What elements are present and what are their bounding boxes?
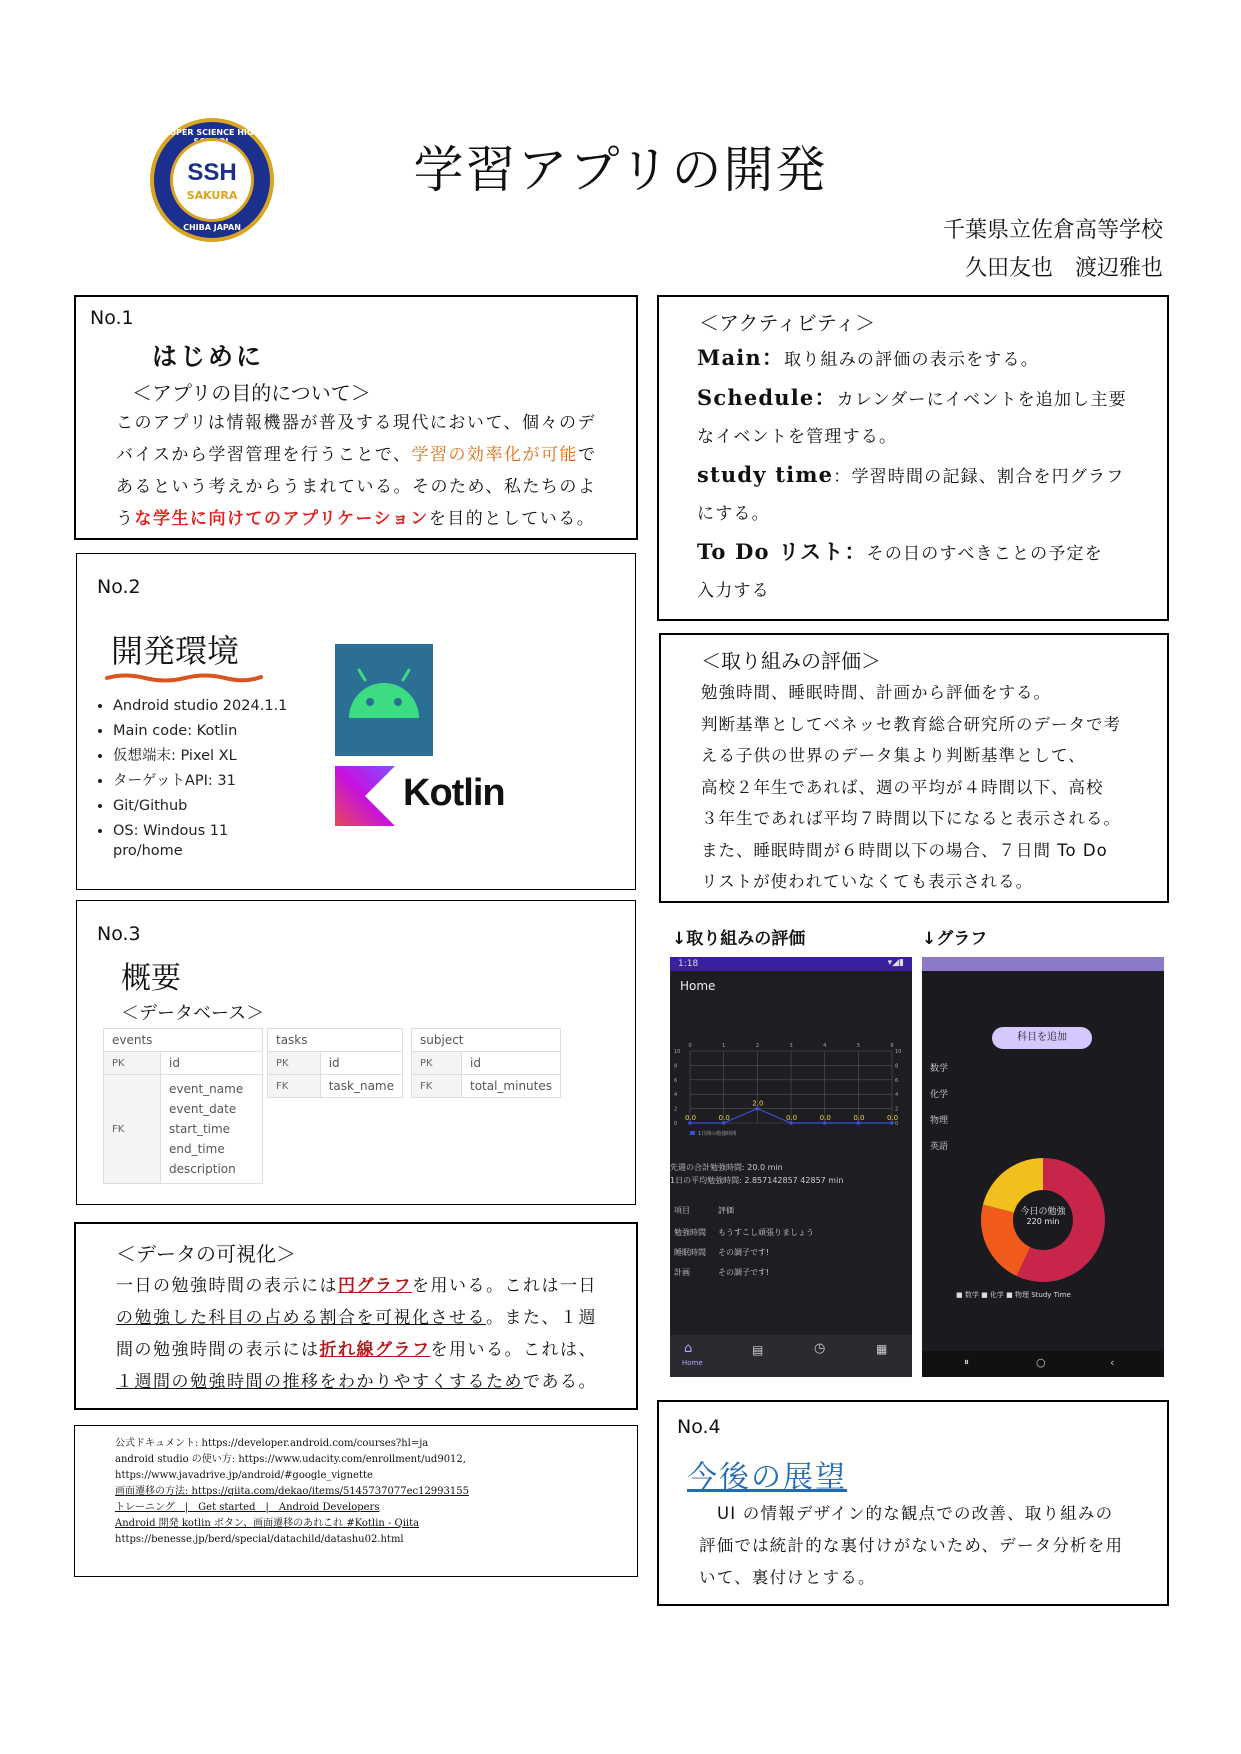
activity-schedule: Schedule：カレンダーにイベントを追加し主要 — [697, 385, 1127, 410]
x-tick-label: 1 — [722, 1043, 726, 1049]
pie-center-value: 220 min — [1026, 1217, 1060, 1226]
section-evaluation — [659, 633, 1169, 903]
section-overview — [76, 900, 636, 1205]
environment-item: • OS: Windous 11 — [113, 819, 287, 844]
field-list — [161, 1075, 263, 1184]
section-activity — [657, 295, 1169, 621]
y-tick-label: 8 — [895, 1063, 899, 1070]
data-label: 0.0 — [685, 1114, 697, 1122]
logo-bottom-text: CHIBA JAPAN — [183, 223, 241, 232]
status-bar — [670, 957, 912, 971]
intro-line: このアプリは情報機器が普及する現代において、個々のデ — [116, 413, 596, 433]
activity-study: study time：学習時間の記録、割合を円グラフ — [697, 462, 1125, 487]
key-label: PK — [412, 1052, 462, 1075]
evaluation-table — [674, 1227, 904, 1287]
data-label: 0.0 — [718, 1114, 730, 1122]
app-title: Home — [680, 979, 716, 993]
caption-graph: ↓グラフ — [922, 929, 988, 949]
y-tick-label: 4 — [674, 1092, 678, 1099]
subject-item[interactable]: 数学 — [930, 1064, 949, 1074]
x-tick-label: 3 — [789, 1043, 793, 1049]
evaluation-item: 勉強時間 — [674, 1228, 706, 1237]
logo-top-text: SUPER SCIENCE HIGH — [163, 128, 261, 137]
data-label: 2.0 — [752, 1099, 764, 1108]
reference-item[interactable]: トレーニング | Get started | Android Developers — [115, 1502, 380, 1513]
data-label: 0.0 — [786, 1114, 798, 1122]
section-heading: はじめに — [152, 342, 265, 371]
section-intro — [74, 295, 638, 540]
future-line: 評価では統計的な裏付けがないため、データ分析を用 — [699, 1536, 1124, 1555]
y-tick-label: 6 — [674, 1077, 678, 1084]
home-tab-icon[interactable]: ⌂ — [684, 1341, 693, 1356]
y-tick-label: 8 — [674, 1063, 678, 1070]
reference-list — [115, 1436, 625, 1548]
logo-mark: SSH — [187, 159, 237, 186]
column-item: 項目 — [674, 1206, 690, 1215]
evaluation-result: その調子です! — [718, 1248, 770, 1257]
school-name: 千葉県立佐倉高等学校 — [942, 218, 1163, 243]
data-label: 0.0 — [853, 1114, 865, 1122]
system-navigation — [922, 1351, 1164, 1377]
clock-tab-icon[interactable]: ◷ — [814, 1341, 826, 1356]
y-tick-label: 0 — [674, 1121, 678, 1127]
environment-item: • Main code: Kotlin — [113, 719, 287, 744]
android-studio-icon — [335, 644, 433, 756]
x-tick-label: 6 — [890, 1043, 894, 1049]
y-tick-label: 4 — [895, 1092, 899, 1099]
environment-list — [89, 694, 287, 858]
reference-item[interactable]: https://benesse.jp/berd/special/datachild/datashu02.html — [115, 1534, 404, 1545]
evaluation-line: 高校２年生であれば、週の平均が４時間以下、高校 — [701, 777, 1104, 797]
subject-item[interactable]: 化学 — [930, 1090, 949, 1100]
key-label: PK — [268, 1052, 321, 1075]
evaluation-row — [674, 1247, 904, 1267]
evaluation-line: える子供の世界のデータ集より判断基準として、 — [701, 746, 1086, 765]
caption-evaluation: ↓取り組みの評価 — [672, 929, 806, 949]
section-visualization — [74, 1222, 638, 1410]
section-subheading: ＜データベース＞ — [121, 1003, 265, 1024]
intro-line: うな学生に向けてのアプリケーションを目的としている。 — [116, 509, 596, 529]
page-title: 学習アプリの開発 — [413, 141, 828, 199]
section-heading: ＜取り組みの評価＞ — [701, 649, 881, 673]
data-label: 0.0 — [887, 1114, 899, 1122]
evaluation-line: ３年生であれば平均７時間以下になると表示される。 — [701, 809, 1121, 828]
section-future — [657, 1400, 1169, 1606]
field-name: task_name — [320, 1075, 402, 1098]
field-name: id — [161, 1052, 263, 1075]
evaluation-line: リストが使われていなくても表示される。 — [701, 872, 1034, 891]
field-name: id — [461, 1052, 560, 1075]
subject-item[interactable]: 英語 — [930, 1142, 949, 1152]
intro-line: バイスから学習管理を行うことで、学習の効率化が可能で — [116, 445, 597, 465]
future-line: UI の情報デザイン的な観点での改善、取り組みの — [717, 1504, 1114, 1523]
table-name: tasks — [268, 1029, 403, 1052]
environment-item: • ターゲットAPI: 31 — [113, 769, 287, 794]
section-environment — [76, 553, 636, 890]
viz-line: 一日の勉強時間の表示には円グラフを用いる。これは一日 — [116, 1276, 597, 1296]
future-text — [699, 1498, 1159, 1594]
intro-text — [116, 407, 626, 535]
reference-item[interactable]: 画面遷移の方法: https://qiita.com/dekao/items/5145737077ec12993155 — [115, 1486, 469, 1497]
bottom-navigation — [670, 1335, 912, 1377]
viz-line: の勉強した科目の占める割合を可視化させる。また、１週 — [116, 1308, 597, 1328]
section-subheading: ＜アプリの目的について＞ — [132, 381, 371, 405]
add-subject-button[interactable]: 科目を追加 — [992, 1027, 1092, 1049]
table-name: events — [104, 1029, 263, 1052]
back-icon[interactable]: ‹ — [1110, 1356, 1115, 1369]
x-tick-label: 0 — [688, 1043, 692, 1049]
x-tick-label: 2 — [755, 1043, 760, 1049]
key-label: FK — [268, 1075, 321, 1098]
column-eval: 評価 — [718, 1206, 734, 1215]
field-name: event_name — [169, 1082, 244, 1096]
evaluation-result: その調子です! — [718, 1268, 770, 1277]
subject-list — [930, 1061, 1150, 1165]
screenshot-graph — [922, 957, 1164, 1377]
y-tick-label: 2 — [895, 1106, 899, 1113]
y-tick-label: 0 — [895, 1121, 899, 1127]
field-name: total_minutes — [461, 1075, 560, 1098]
section-number: No.2 — [97, 576, 141, 598]
stat-average: 1日の平均勉強時間: 2.857142857 42857 min — [670, 1176, 844, 1185]
section-number: No.1 — [90, 307, 134, 329]
reference-item[interactable]: https://www.javadrive.jp/android/#google_vignette — [115, 1470, 373, 1481]
kotlin-logo — [335, 766, 515, 828]
subject-table — [411, 1028, 561, 1098]
field-name: id — [320, 1052, 402, 1075]
evaluation-text — [701, 677, 1167, 898]
evaluation-line: また、睡眠時間が６時間以下の場合、７日間 To Do — [701, 840, 1108, 860]
document-tab-icon[interactable]: ▤ — [752, 1343, 764, 1357]
battery-icon: ▾◢▮ — [887, 958, 904, 968]
events-table — [103, 1028, 263, 1184]
x-tick-label: 5 — [856, 1043, 861, 1049]
field-name: event_date — [169, 1102, 237, 1116]
section-heading: ＜アクティビティ＞ — [699, 311, 876, 335]
field-name: description — [169, 1162, 236, 1176]
key-label: FK — [104, 1075, 161, 1184]
weekly-line-chart — [670, 1035, 912, 1145]
evaluation-line: 勉強時間、睡眠時間、計画から評価をする。 — [701, 683, 1051, 702]
kotlin-icon — [335, 766, 395, 826]
y-tick-label: 2 — [674, 1106, 678, 1113]
activity-todo: To Do リスト：その日のすべきことの予定を — [697, 539, 1103, 564]
stat-total: 先週の合計勉強時間: 20.0 min — [670, 1163, 783, 1172]
home-tab-label[interactable]: Home — [682, 1359, 703, 1367]
logo-name: SAKURA — [186, 189, 238, 202]
viz-line: １週間の勉強時間の推移をわかりやすくするためである。 — [116, 1372, 597, 1392]
table-name: subject — [412, 1029, 561, 1052]
references — [74, 1425, 638, 1577]
field-name: end_time — [169, 1142, 225, 1156]
activity-study-cont: にする。 — [697, 504, 770, 524]
subject-item[interactable]: 物理 — [930, 1116, 949, 1126]
activity-list — [697, 339, 1157, 610]
section-heading: ＜データの可視化＞ — [116, 1242, 296, 1266]
y-tick-label: 10 — [674, 1049, 681, 1055]
evaluation-result: もうすこし頑張りましょう — [718, 1228, 814, 1237]
activity-main: Main：取り組みの評価の表示をする。 — [697, 345, 1039, 370]
section-heading: 概要 — [121, 961, 181, 996]
reference-item[interactable]: Android 開発 kotlin ボタン、画面遷移のあれこれ #Kotlin - Qiita — [115, 1518, 420, 1529]
section-number: No.4 — [677, 1416, 721, 1438]
screenshot-home — [670, 957, 912, 1377]
reference-item[interactable]: android studio の使い方: https://www.udacity.com/enrollment/ud9012, — [115, 1454, 466, 1465]
x-tick-label: 4 — [823, 1043, 827, 1049]
heading-underline — [105, 670, 265, 684]
y-tick-label: 6 — [895, 1077, 899, 1084]
viz-line: 間の勉強時間の表示には折れ線グラフを用いる。これは、 — [116, 1340, 597, 1360]
environment-item: • Git/Github — [113, 794, 287, 819]
legend-label: 1日間の勉強時間 — [698, 1131, 737, 1137]
activity-todo-cont: 入力する — [697, 581, 770, 601]
reference-item[interactable]: 公式ドキュメント: https://developer.android.com/courses?hl=ja — [115, 1438, 429, 1449]
evaluation-line: 判断基準としてベネッセ教育総合研究所のデータで考 — [701, 714, 1121, 734]
y-tick-label: 10 — [895, 1049, 902, 1055]
intro-line: あるという考えからうまれている。そのため、私たちのよ — [116, 477, 597, 497]
section-number: No.3 — [97, 923, 141, 945]
calendar-tab-icon[interactable]: ▦ — [876, 1342, 888, 1356]
data-label: 0.0 — [819, 1114, 831, 1122]
pie-legend: ■ 数学 ■ 化学 ■ 物理 Study Time — [956, 1291, 1071, 1299]
environment-item: pro/home — [113, 843, 183, 859]
key-label: PK — [104, 1052, 161, 1075]
kotlin-wordmark: Kotlin — [403, 772, 505, 814]
home-icon[interactable]: ○ — [1036, 1356, 1046, 1369]
future-line: いて、裏付けとする。 — [699, 1568, 876, 1587]
status-bar — [922, 957, 1164, 971]
visualization-text — [116, 1270, 626, 1398]
evaluation-item: 計画 — [674, 1268, 690, 1277]
section-heading: 開発環境 — [111, 632, 240, 670]
evaluation-row — [674, 1267, 904, 1287]
environment-item: • Android studio 2024.1.1 — [113, 694, 287, 719]
legend-swatch — [690, 1131, 695, 1135]
pie-center-title: 今日の勉強 — [1020, 1207, 1066, 1217]
activity-schedule-cont: なイベントを管理する。 — [697, 427, 898, 447]
evaluation-item: 睡眠時間 — [674, 1248, 706, 1257]
status-time: 1:18 — [678, 959, 699, 969]
tasks-table — [267, 1028, 403, 1098]
recent-apps-icon[interactable]: ⏸ — [964, 1357, 969, 1368]
evaluation-row — [674, 1227, 904, 1247]
key-label: FK — [412, 1075, 462, 1098]
environment-item: • 仮想端末: Pixel XL — [113, 744, 287, 769]
field-name: start_time — [169, 1122, 231, 1136]
authors: 久田友也 渡辺雅也 — [964, 256, 1163, 281]
section-heading: 今後の展望 — [687, 1460, 847, 1495]
